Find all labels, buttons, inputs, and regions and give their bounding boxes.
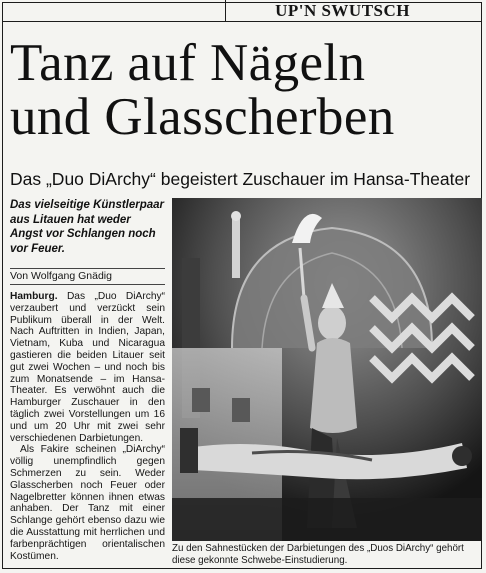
article-body xyxy=(10,291,165,562)
article-byline: Von Wolfgang Gnädig xyxy=(10,268,165,285)
headline-line-2: und Glasscherben xyxy=(10,88,395,146)
photo-illustration xyxy=(172,198,482,541)
article-photo xyxy=(172,198,482,541)
article-subhead: Das „Duo DiArchy“ begeistert Zuschauer im Hansa-Theater xyxy=(10,169,471,189)
article-headline xyxy=(10,36,480,144)
headline-line-1: Tanz auf Nägeln xyxy=(10,34,366,92)
body-paragraph-1 xyxy=(10,291,165,444)
photo-caption: Zu den Sahnestücken der Darbietungen des „Duos DiArchy“ gehört diese gekonnte Schwebe-Einstudierung. xyxy=(172,543,464,566)
dateline: Hamburg. xyxy=(10,291,58,302)
paragraph-1-text: Das „Duo DiArchy“ verzaubert und verzückt sein Publikum überall in der Welt. Nach Auftritten in Indien, Japan, Vietnam, Kuba und Nicaragua gastieren die beiden Litauer seit gut zwei Wochen – und noch bis zum Monatsende – im Hansa-Theater. Es verwöhnt auch die Hamburger Zuschauer in den täglich zwei Vorstellungen um 16 und um 20 Uhr mit zwei sehr verschiedenen Darbietungen. xyxy=(10,291,165,444)
section-kicker: UP'N SWUTSCH xyxy=(275,1,410,20)
article-teaser: Das vielseitige Künstlerpaar aus Litauen hat weder Angst vor Schlangen noch vor Feuer. xyxy=(10,199,165,255)
body-paragraph-2: Als Fakire scheinen „DiArchy“ völlig unempfindlich gegen Schmerzen zu sein. Weder Glasscherben noch Feuer oder Nagelbretter können ihnen etwas anhaben. Der Tanz mit einer Schlange gehört ebenso dazu wie die Ausstattung mit herrlichen und farbenprächtigen orientalischen Kostümen. xyxy=(10,444,165,562)
